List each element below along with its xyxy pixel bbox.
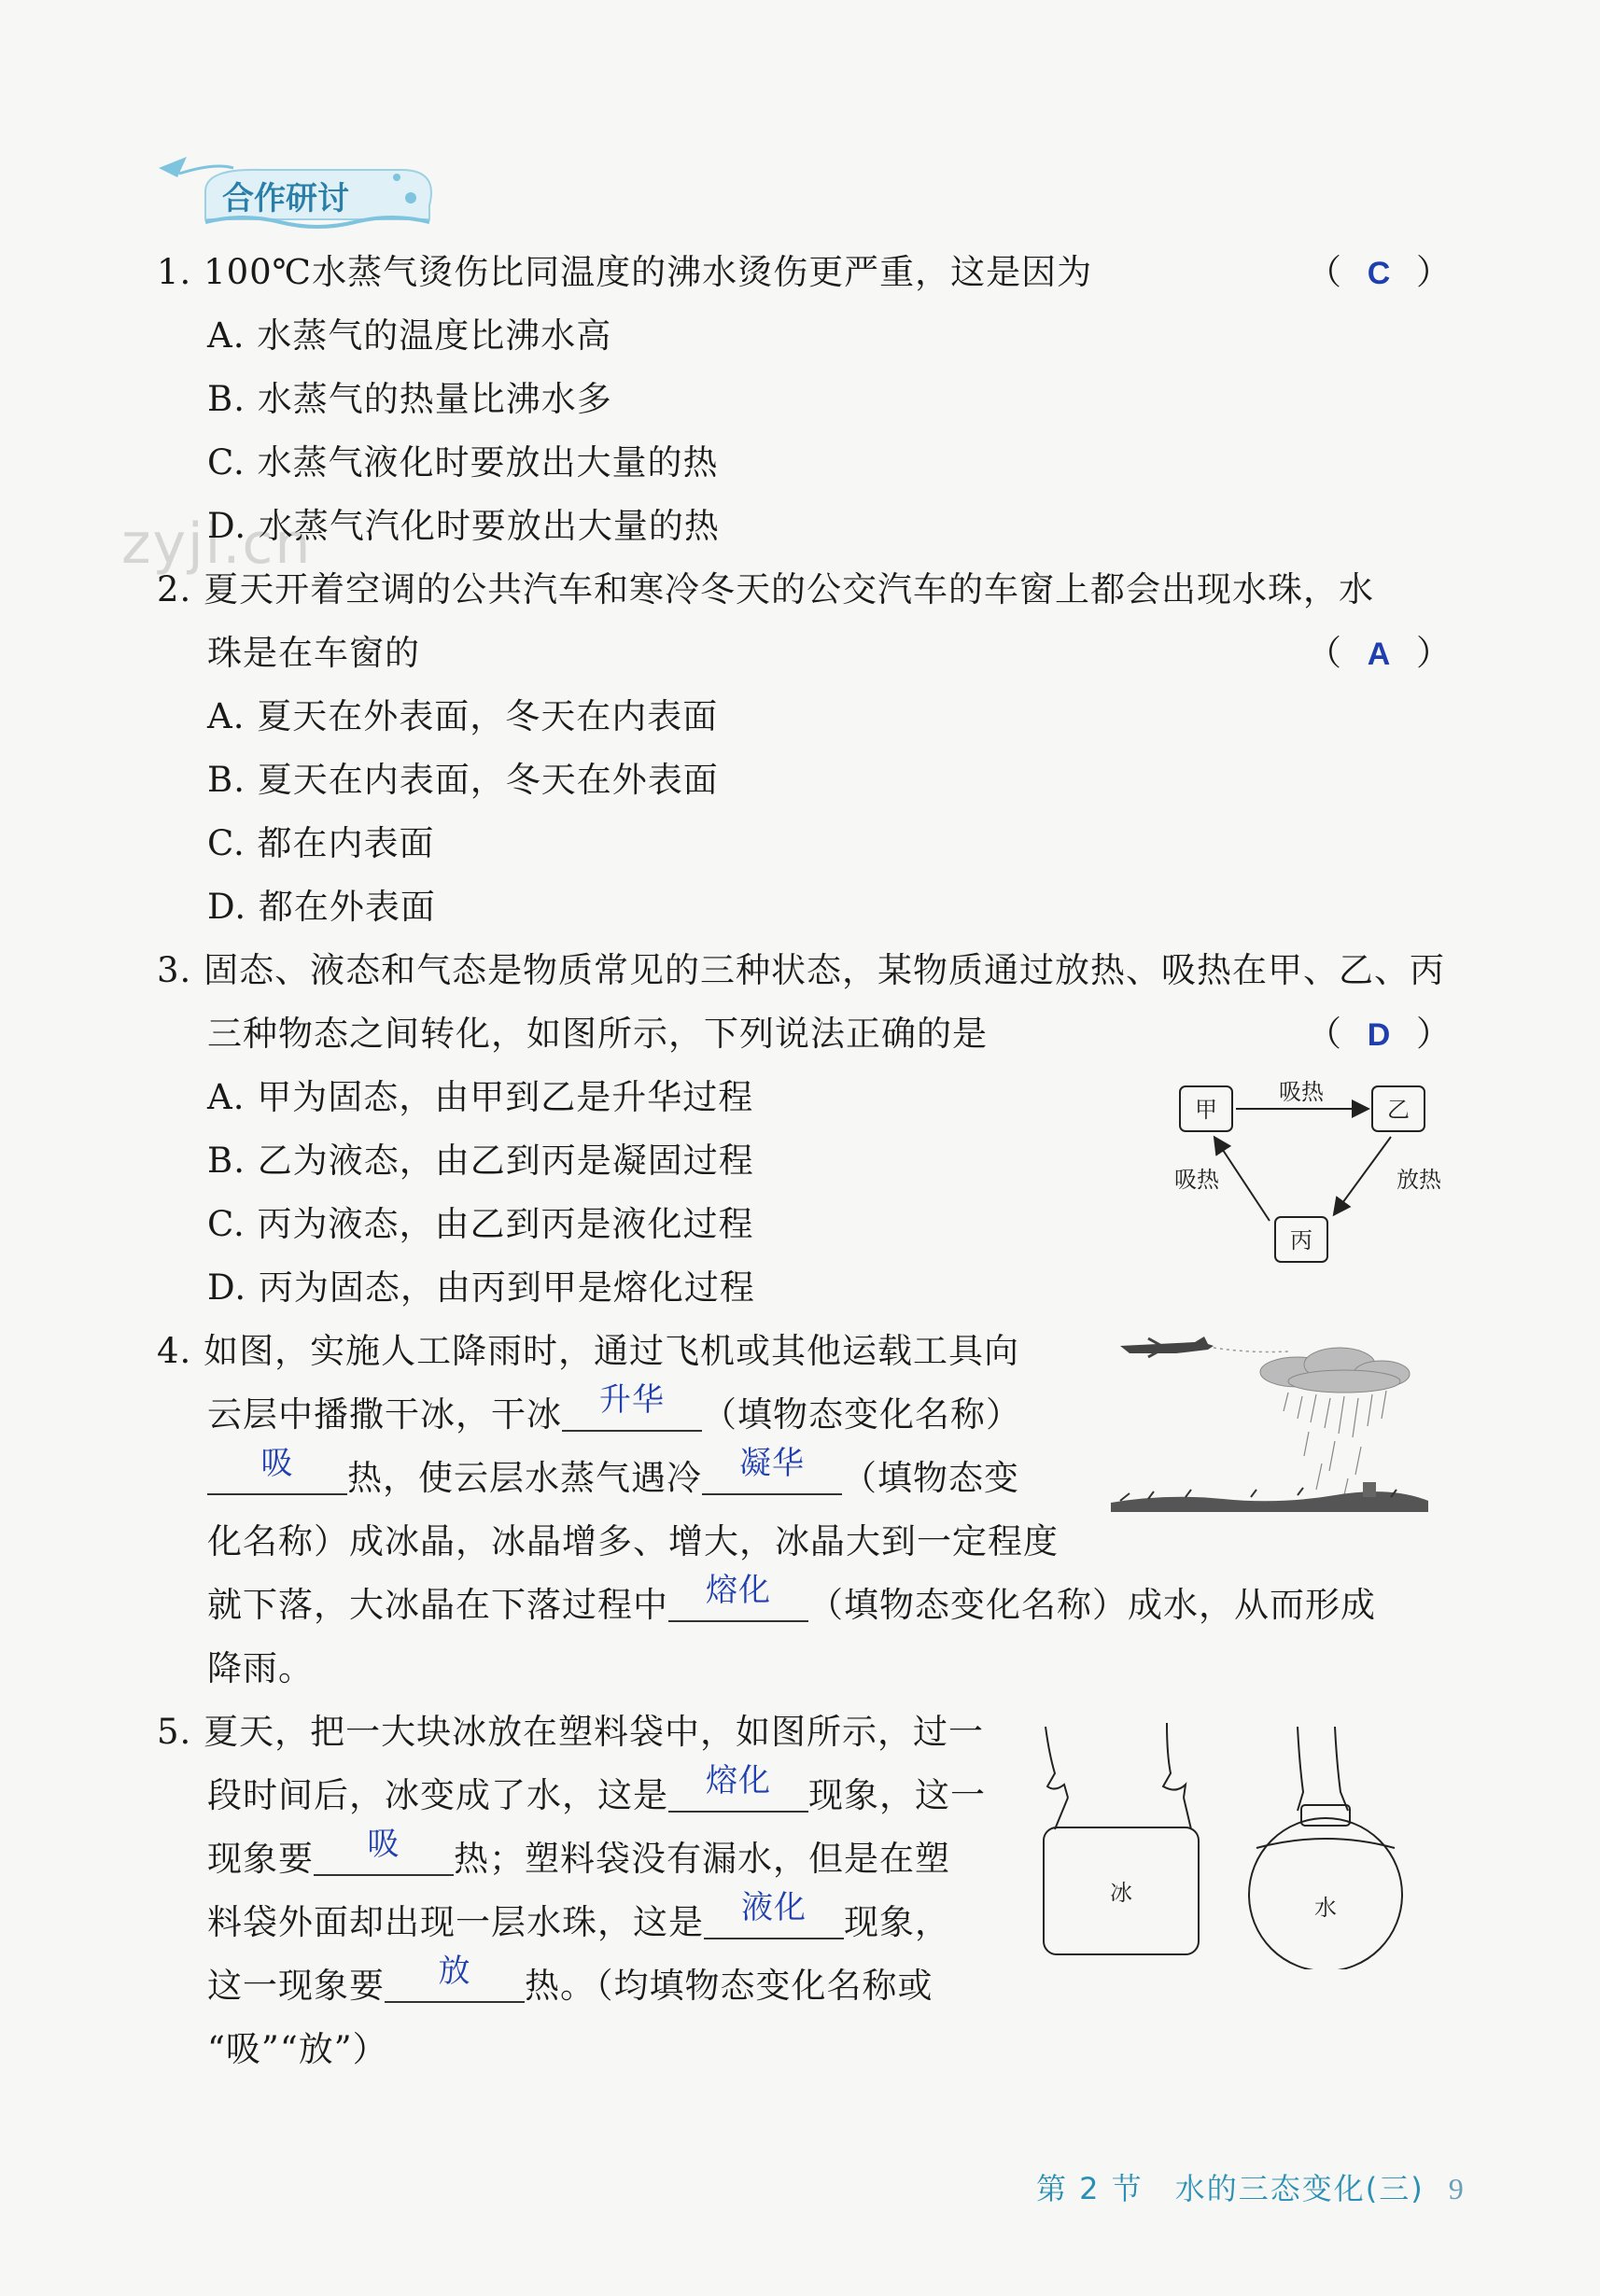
q2-option-c: C. 都在内表面 xyxy=(207,823,435,863)
q1-option-d: D. 水蒸气汽化时要放出大量的热 xyxy=(207,506,720,546)
q1-option-b: B. 水蒸气的热量比沸水多 xyxy=(207,379,612,419)
q5-answer-1: 熔化 xyxy=(706,1762,771,1799)
watermark: zyjl.cn xyxy=(121,511,313,577)
q4-line2: 云层中播撒干冰，干冰 升华 （填物态变化名称） xyxy=(207,1393,1021,1437)
q3-option-d: D. 丙为固态，由丙到甲是熔化过程 xyxy=(207,1267,755,1308)
label-bing: 丙 xyxy=(1290,1227,1312,1253)
label-right-arrow: 放热 xyxy=(1396,1167,1441,1193)
label-left-arrow: 吸热 xyxy=(1174,1167,1219,1193)
q2-stem-line2: 珠是在车窗的 xyxy=(207,633,420,673)
star-icon xyxy=(159,157,187,177)
q5-line6: “吸”“放”） xyxy=(207,2029,388,2069)
label-yi: 乙 xyxy=(1387,1097,1410,1123)
q4-blank-1 xyxy=(562,1381,702,1432)
q5-blank-2 xyxy=(314,1826,454,1876)
footer-section-title: 第 2 节 水的三态变化(三) xyxy=(1036,2171,1425,2206)
section-badge xyxy=(149,149,448,237)
q3-answer-paren: （ D ） xyxy=(1307,1012,1451,1057)
q1-option-c: C. 水蒸气液化时要放出大量的热 xyxy=(207,442,719,483)
q1-stem: 1. 100℃水蒸气烫伤比同温度的沸水烫伤更严重，这是因为 xyxy=(157,252,1093,292)
water-bag-figure xyxy=(1249,1727,1402,1969)
q3-option-a: A. 甲为固态，由甲到乙是升华过程 xyxy=(207,1077,754,1117)
q4-line3: 吸 热，使云层水蒸气遇冷 凝华 （填物态变 xyxy=(207,1456,1019,1501)
q4-blank-3 xyxy=(702,1445,842,1495)
page-number: 9 xyxy=(1448,2172,1466,2205)
q3-stem-line1: 3. 固态、液态和气态是物质常见的三种状态，某物质通过放热、吸热在甲、乙、丙 xyxy=(157,950,1446,990)
q5-line4: 料袋外面却出现一层水珠，这是 液化 现象， xyxy=(207,1900,950,1945)
q5-answer-2: 吸 xyxy=(367,1826,400,1863)
q4-blank-2 xyxy=(207,1445,347,1495)
arrow-bing-to-jia xyxy=(1215,1139,1270,1221)
q2-answer-paren: （ A ） xyxy=(1307,631,1451,677)
ground-icon xyxy=(1111,1482,1428,1512)
q5-blank-1 xyxy=(668,1762,808,1813)
q1-option-a: A. 水蒸气的温度比沸水高 xyxy=(207,315,612,356)
ice-bag-figure xyxy=(1044,1723,1199,1954)
q4-answer-4: 熔化 xyxy=(706,1572,771,1609)
q4-line6: 降雨。 xyxy=(207,1648,314,1688)
q2-option-d: D. 都在外表面 xyxy=(207,887,436,927)
q4-line4: 化名称）成冰晶，冰晶增多、增大，冰晶大到一定程度 xyxy=(207,1521,1059,1561)
label-water: 水 xyxy=(1314,1895,1337,1921)
q5-answer-3: 液化 xyxy=(741,1889,807,1926)
label-top-arrow: 吸热 xyxy=(1279,1079,1324,1105)
q5-line3: 现象要 吸 热；塑料袋没有漏水，但是在塑 xyxy=(207,1837,950,1882)
cloud-icon xyxy=(1260,1348,1410,1393)
badge-text: 合作研讨 xyxy=(222,180,349,217)
q5-blank-3 xyxy=(704,1889,844,1939)
cloud-seeding-illustration xyxy=(1111,1325,1428,1521)
q2-option-b: B. 夏天在内表面，冬天在外表面 xyxy=(207,760,719,800)
q2-answer: A xyxy=(1367,637,1391,672)
q3-answer: D xyxy=(1367,1017,1391,1053)
q3-stem-line2: 三种物态之间转化，如图所示，下列说法正确的是 xyxy=(207,1014,988,1054)
q4-line5: 就下落，大冰晶在下落过程中 熔化 （填物态变化名称）成水，从而形成 xyxy=(207,1583,1376,1628)
q4-blank-4 xyxy=(668,1572,808,1622)
q4-answer-3: 凝华 xyxy=(739,1445,805,1482)
q5-blank-4 xyxy=(385,1953,525,2003)
q1-answer: C xyxy=(1367,256,1391,291)
state-change-diagram xyxy=(1167,1064,1447,1279)
q3-option-c: C. 丙为液态，由乙到丙是液化过程 xyxy=(207,1204,754,1244)
airplane-icon xyxy=(1120,1337,1214,1357)
q2-option-a: A. 夏天在外表面，冬天在内表面 xyxy=(207,696,719,736)
page-footer xyxy=(1036,2165,1466,2208)
q2-stem-line1: 2. 夏天开着空调的公共汽车和寒冷冬天的公交汽车的车窗上都会出现水珠，水 xyxy=(157,569,1375,609)
ice-bag-illustration xyxy=(1027,1708,1438,1969)
label-ice: 冰 xyxy=(1110,1880,1132,1906)
q4-line1: 4. 如图，实施人工降雨时，通过飞机或其他运载工具向 xyxy=(157,1331,1020,1371)
q4-answer-1: 升华 xyxy=(599,1381,665,1419)
arrow-yi-to-bing xyxy=(1335,1137,1391,1213)
q5-line2: 段时间后，冰变成了水，这是 熔化 现象，这一 xyxy=(207,1773,986,1818)
q5-line1: 5. 夏天，把一大块冰放在塑料袋中，如图所示，过一 xyxy=(157,1712,985,1752)
q3-option-b: B. 乙为液态，由乙到丙是凝固过程 xyxy=(207,1141,754,1181)
badge-graphic xyxy=(149,149,448,233)
q4-answer-2: 吸 xyxy=(260,1445,294,1482)
q5-answer-4: 放 xyxy=(438,1953,471,1990)
label-jia: 甲 xyxy=(1195,1097,1217,1123)
q5-line5: 这一现象要 放 热。（均填物态变化名称或 xyxy=(207,1964,933,2009)
q1-answer-paren: （ C ） xyxy=(1307,250,1451,296)
